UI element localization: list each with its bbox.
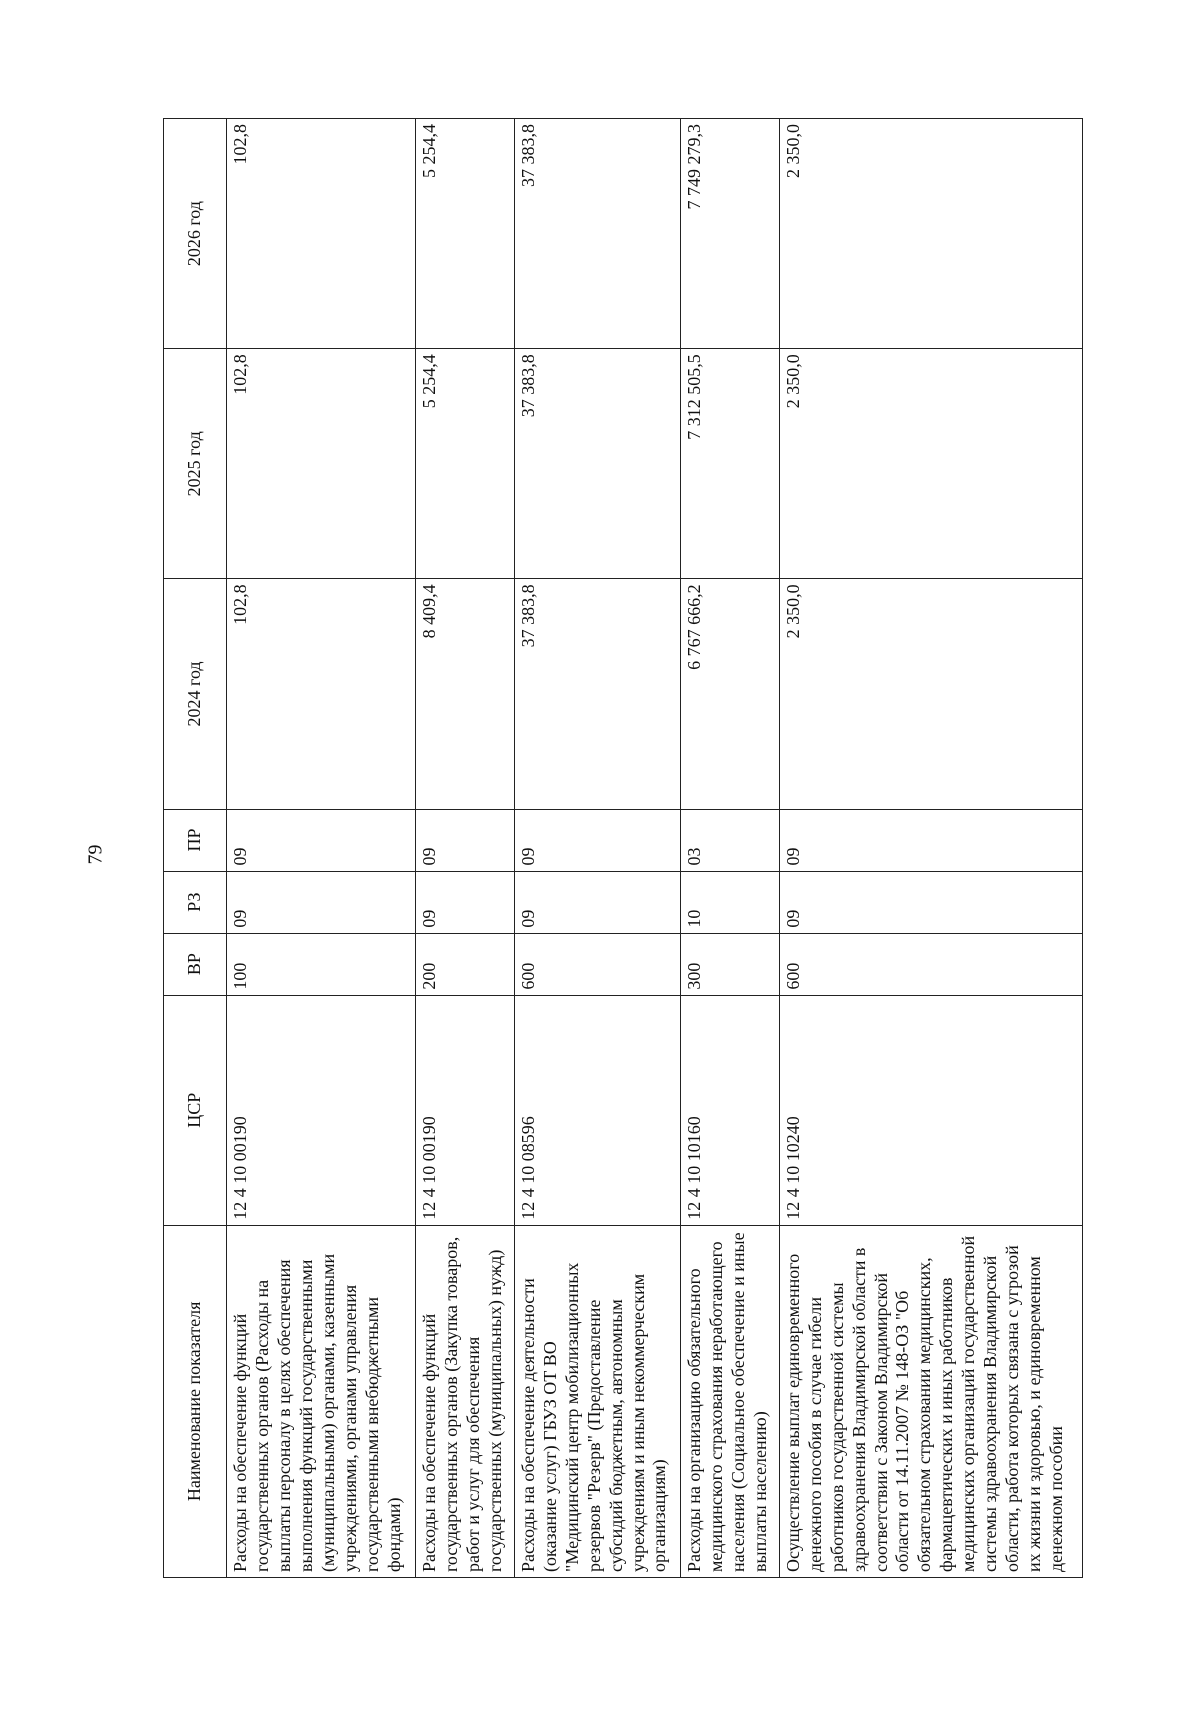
header-2024: 2024 год bbox=[164, 579, 227, 809]
row-csr: 12 4 10 10240 bbox=[779, 995, 1082, 1225]
row-2025: 2 350,0 bbox=[779, 349, 1082, 579]
page-number: 79 bbox=[84, 844, 107, 865]
row-2026: 102,8 bbox=[227, 119, 416, 349]
row-vr: 600 bbox=[514, 933, 681, 995]
row-name: Расходы на обеспечение деятельности (оказание услуг) ГБУЗ ОТ ВО "Медицинский центр мобилизационных резервов "Резерв" (Предоставление субсидий бюджетным, автономным учреждениям и иным некоммерческим организациям) bbox=[514, 1225, 681, 1577]
row-2024: 2 350,0 bbox=[779, 579, 1082, 809]
row-2024: 8 409,4 bbox=[416, 579, 514, 809]
header-name: Наименование показателя bbox=[164, 1225, 227, 1577]
row-2026: 5 254,4 bbox=[416, 119, 514, 349]
row-name: Расходы на обеспечение функций государственных органов (Расходы на выплаты персоналу в целях обеспечения выполнения функций государственными (муниципальными) органами, казенными учреждениями, органами управления государственными внебюджетными фондами) bbox=[227, 1225, 416, 1577]
row-name: Расходы на обеспечение функций государственных органов (Закупка товаров, работ и услуг для обеспечения государственных (муниципальных) нужд) bbox=[416, 1225, 514, 1577]
header-rz: РЗ bbox=[164, 871, 227, 933]
row-rz: 10 bbox=[681, 871, 779, 933]
row-csr: 12 4 10 00190 bbox=[227, 995, 416, 1225]
row-rz: 09 bbox=[416, 871, 514, 933]
rotated-frame bbox=[163, 118, 1083, 1578]
header-2025: 2025 год bbox=[164, 349, 227, 579]
row-pr: 03 bbox=[681, 809, 779, 871]
row-2026: 37 383,8 bbox=[514, 119, 681, 349]
header-csr: ЦСР bbox=[164, 995, 227, 1225]
row-vr: 100 bbox=[227, 933, 416, 995]
table-row bbox=[514, 119, 681, 1578]
row-rz: 09 bbox=[779, 871, 1082, 933]
row-name: Расходы на организацию обязательного медицинского страхования неработающего населения (Социальное обеспечение и иные выплаты населению) bbox=[681, 1225, 779, 1577]
row-pr: 09 bbox=[779, 809, 1082, 871]
row-vr: 600 bbox=[779, 933, 1082, 995]
row-vr: 300 bbox=[681, 933, 779, 995]
row-2026: 7 749 279,3 bbox=[681, 119, 779, 349]
row-2026: 2 350,0 bbox=[779, 119, 1082, 349]
row-csr: 12 4 10 00190 bbox=[416, 995, 514, 1225]
row-csr: 12 4 10 10160 bbox=[681, 995, 779, 1225]
row-2024: 102,8 bbox=[227, 579, 416, 809]
row-pr: 09 bbox=[514, 809, 681, 871]
row-2025: 5 254,4 bbox=[416, 349, 514, 579]
budget-table bbox=[163, 118, 1083, 1578]
row-2025: 102,8 bbox=[227, 349, 416, 579]
header-2026: 2026 год bbox=[164, 119, 227, 349]
table-container bbox=[163, 118, 1083, 1578]
row-csr: 12 4 10 08596 bbox=[514, 995, 681, 1225]
row-2025: 7 312 505,5 bbox=[681, 349, 779, 579]
table-row bbox=[416, 119, 514, 1578]
row-2024: 37 383,8 bbox=[514, 579, 681, 809]
row-name: Осуществление выплат единовременного денежного пособия в случае гибели работников государственной системы здравоохранения Владимирской области в соответствии с Законом Владимирской области от 14.11.2007 № 148-ОЗ "Об обязательном страховании медицинских, фармацевтических и иных работников медицинских организаций государственной системы здравоохранения Владимирской области, работа которых связана с угрозой их жизни и здоровью, и единовременном денежном пособии bbox=[779, 1225, 1082, 1577]
row-pr: 09 bbox=[227, 809, 416, 871]
table-row bbox=[681, 119, 779, 1578]
row-2025: 37 383,8 bbox=[514, 349, 681, 579]
row-rz: 09 bbox=[227, 871, 416, 933]
table-header-row bbox=[164, 119, 227, 1578]
row-rz: 09 bbox=[514, 871, 681, 933]
row-pr: 09 bbox=[416, 809, 514, 871]
row-vr: 200 bbox=[416, 933, 514, 995]
row-2024: 6 767 666,2 bbox=[681, 579, 779, 809]
table-row bbox=[779, 119, 1082, 1578]
header-vr: ВР bbox=[164, 933, 227, 995]
table-row bbox=[227, 119, 416, 1578]
header-pr: ПР bbox=[164, 809, 227, 871]
